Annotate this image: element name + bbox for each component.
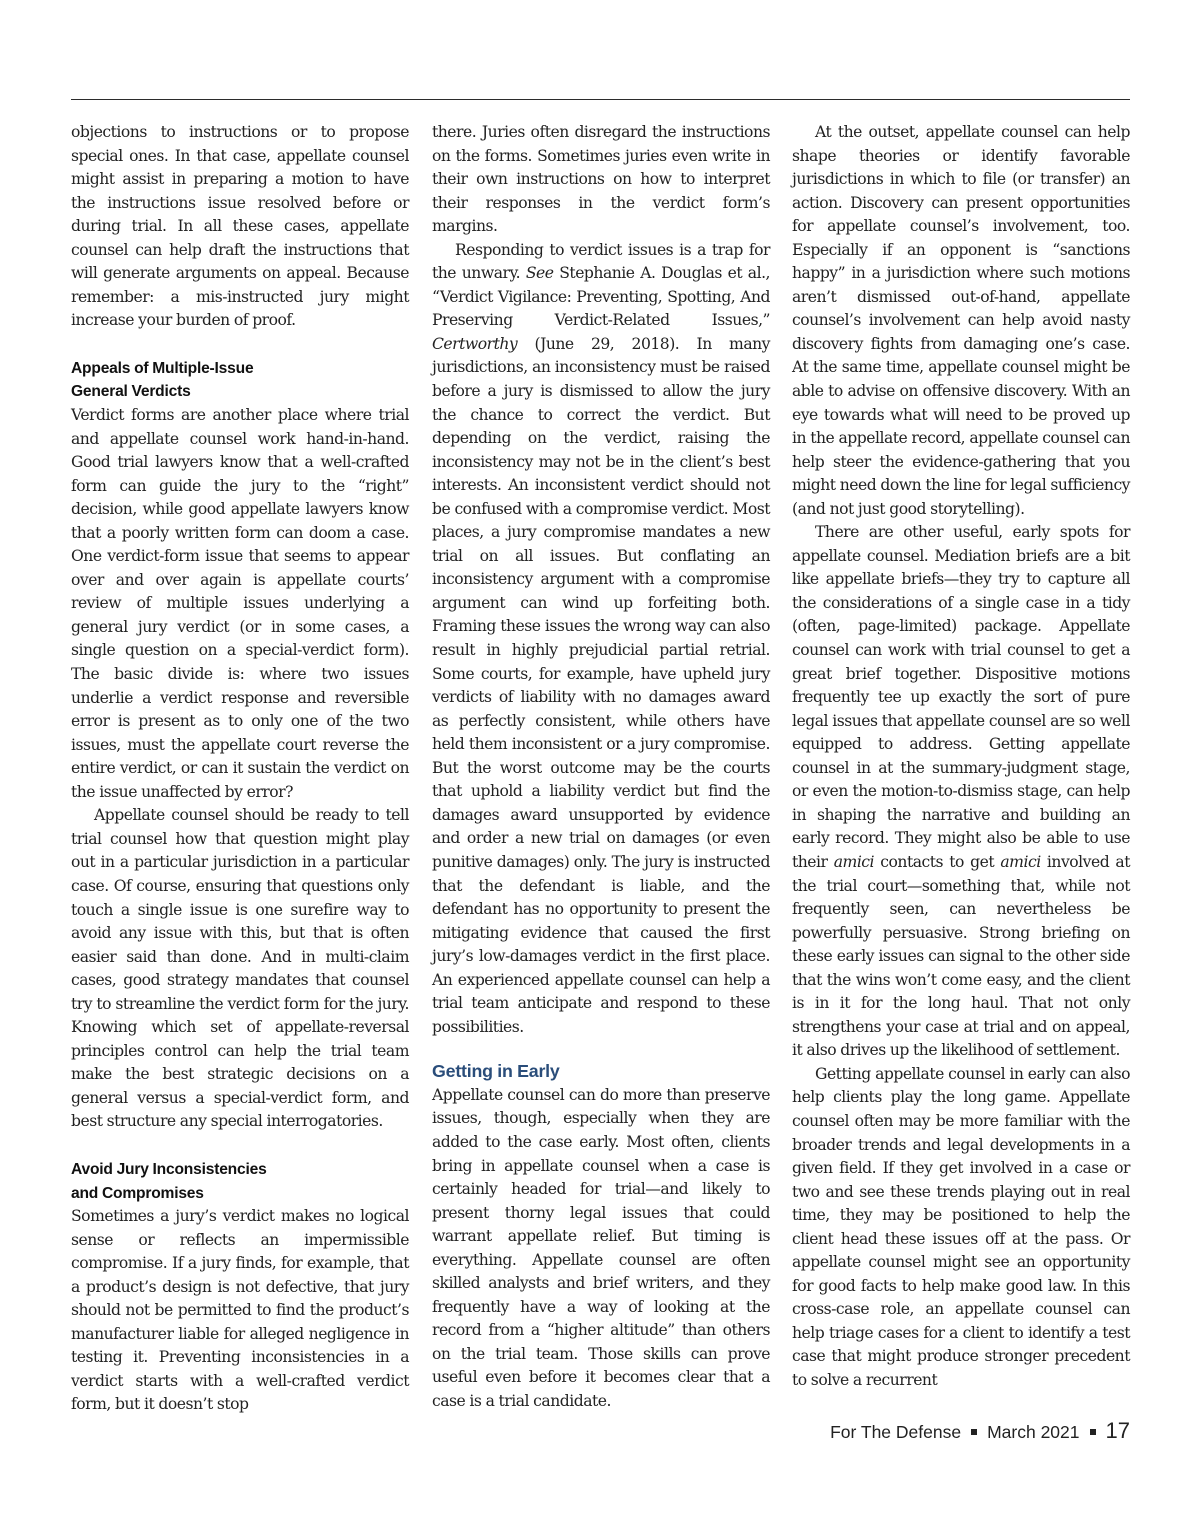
section-heading-appeals: [71, 357, 409, 404]
paragraph: Sometimes a jury’s verdict makes no logical sense or reflects an impermissible compromise. If a jury finds, for example, that a product’s design is not defective, that jury should not be permitted to find the product’s manufacturer liable for alleged negligence in testing it. Preventing inconsistencies in a verdict starts with a well-crafted verdict form, but it doesn’t stop: [71, 1207, 409, 1414]
text-run: Stephanie A. Douglas et al., “Verdict Vigilance: Preventing, Spotting, And Preserving Verdict-Related Issues,”: [432, 264, 771, 330]
column-3: [792, 121, 1130, 1393]
paragraph: Getting appellate counsel in early can also help clients play the long game. Appellate counsel often may be more familiar with the broader trends and legal developments in a given field. If they get involved in a case or two and see these trends playing out in real time, they may be positioned to help the client head these issues off at the pass. Or appellate counsel might see an opportunity for good facts to help make good law. In this cross-case role, an appellate counsel can help triage cases for a client to identify a test case that might produce stronger precedent to solve a recurrent: [792, 1064, 1130, 1389]
heading-line: and Compromises: [71, 1184, 204, 1202]
citation-signal: See: [525, 264, 554, 283]
text-run: Responding to verdict issues is a trap for the unwary.: [432, 240, 770, 283]
section-heading-getting-in-early: Getting in Early: [432, 1061, 560, 1082]
text-run: contacts to get: [874, 852, 1001, 871]
page-number: 17: [1105, 1418, 1130, 1443]
heading-line: General Verdicts: [71, 383, 191, 401]
paragraph: At the outset, appellate counsel can help shape theories or identify favorable jurisdictions in which to file (or transfer) an action. Discovery can present opportunities for appellate counsel’s involvement, too. Especially if an opponent is “sanctions happy” in a jurisdiction where such motions aren’t dismissed out-of-hand, appellate counsel’s involvement can help avoid nasty discovery fights from damaging one’s case. At the same time, appellate counsel might be able to advise on offensive discovery. With an eye towards what will need to be proved up in the appellate record, appellate counsel can help steer the evidence-gathering that you might need down the line for legal sufficiency (and not just good storytelling).: [792, 123, 1130, 518]
square-bullet-icon: [1090, 1429, 1096, 1435]
publication-name: Certworthy: [432, 334, 518, 353]
italic-term: amici: [833, 852, 875, 871]
text-run: (June 29, 2018). In many jurisdictions, an inconsistency must be raised before a jury is dismissed to allow the jury the chance to correct the verdict. But depending on the verdict, raising the inconsistency may not be in the client’s best interests. An inconsistent verdict should not be confused with a compromise verdict. Most places, a jury compromise mandates a new trial on all issues. But conflating an inconsistency argument with a compromise argument can wind up forfeiting both. Framing these issues the wrong way can also result in highly prejudicial partial retrial. Some courts, for example, have upheld jury verdicts of liability with no damages award as perfectly consistent, while others have held them inconsistent or a jury compromise. But the worst outcome may be the courts that uphold a liability verdict but find the damages award unsupported by evidence and order a new trial on damages (or even punitive damages) only. The jury is instructed that the defendant is liable, and the defendant has no opportunity to present the mitigating evidence that caused the first jury’s low-damages verdict in the first place. An experienced appellate counsel can help a trial team anticipate and respond to these possibilities.: [432, 334, 770, 1036]
paragraph: [432, 239, 770, 1040]
paragraph: there. Juries often disregard the instructions on the forms. Sometimes juries even write in their own instructions on how to interpret their responses in the verdict form’s margins.: [432, 123, 770, 236]
column-2: [432, 121, 770, 1414]
paragraph: objections to instructions or to propose special ones. In that case, appellate counsel might assist in preparing a motion to have the instructions issue resolved before or during trial. In all these cases, appellate counsel can help draft the instructions that will generate arguments on appeal. Because remember: a mis-instructed jury might increase your burden of proof.: [71, 123, 409, 330]
paragraph: Verdict forms are another place where trial and appellate counsel work hand-in-hand. Good trial lawyers know that a well-crafted form can guide the jury to the “right” decision, while good appellate lawyers know that a poorly written form can doom a case. One verdict-form issue that seems to appear over and over again is appellate courts’ review of multiple issues underlying a general jury verdict (or in some cases, a single question on a special-verdict form). The basic divide is: where two issues underlie a verdict response and reversible error is present as to only one of the two issues, must the appellate court reverse the entire verdict, or can it sustain the verdict on the issue unaffected by error?: [71, 406, 409, 801]
paragraph: Appellate counsel can do more than preserve issues, though, especially when they are added to the case early. Most often, clients bring in appellate counsel when a case is certainly headed for trial—and likely to present thorny legal issues that could warrant appellate relief. But timing is everything. Appellate counsel are often skilled analysts and brief writers, and they frequently have a way of looking at the record from a “higher altitude” than others on the trial team. Those skills can prove useful even before it becomes clear that a case is a trial candidate.: [432, 1085, 770, 1410]
text-run: involved at the trial court—something that, while not frequently seen, can nevertheless be powerfully persuasive. Strong briefing on these early issues can signal to the other side that the wins won’t come easy, and the client is in it for the long haul. That not only strengthens your case at trial and on appeal, it also drives up the likelihood of settlement.: [792, 852, 1130, 1060]
publication-title: For The Defense: [830, 1422, 962, 1442]
italic-term: amici: [1000, 852, 1041, 871]
text-run: There are other useful, early spots for appellate counsel. Mediation briefs are a bit like appellate briefs—they try to capture all the considerations of a single case in a tidy (often, page-limited) package. Appellate counsel can work with trial counsel to get a great brief together. Dispositive motions frequently tee up exactly the sort of pure legal issues that appellate counsel are so well equipped to address. Getting appellate counsel in at the summary-judgment stage, or even the motion-to-dismiss stage, can help in shaping the narrative and building an early record. They might also be able to use their: [792, 523, 1130, 871]
heading-line: Appeals of Multiple-Issue: [71, 359, 254, 377]
heading-line: Avoid Jury Inconsistencies: [71, 1160, 267, 1178]
column-1: [71, 121, 409, 1417]
paragraph: [792, 521, 1130, 1063]
section-heading-inconsistencies: [71, 1158, 409, 1205]
issue-date: March 2021: [987, 1422, 1080, 1442]
page-footer: [830, 1418, 1130, 1444]
top-rule: [71, 99, 1130, 100]
paragraph: Appellate counsel should be ready to tell trial counsel how that question might play out in a particular jurisdiction in a particular case. Of course, ensuring that questions only touch a single issue is one surefire way to avoid any issue with this, but that is often easier said than done. And in multi-claim cases, good strategy mandates that counsel try to streamline the verdict form for the jury. Knowing which set of appellate-reversal principles control can help the trial team make the best strategic decisions on a general versus a special-verdict form, and best structure any special interrogatories.: [71, 806, 409, 1131]
square-bullet-icon: [971, 1429, 977, 1435]
